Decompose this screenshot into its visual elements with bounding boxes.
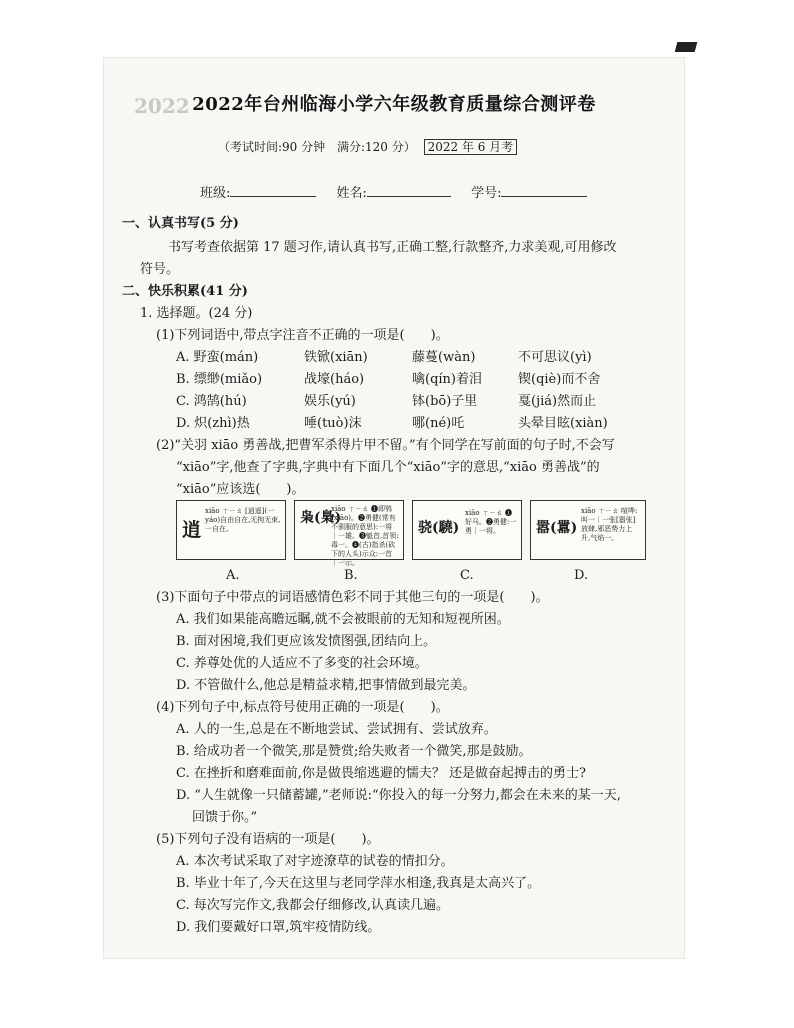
q1-5-option-c: C. 每次写完作文,我都会仔细修改,认真读几遍。: [176, 898, 450, 913]
q1-1-b-c3: 噙(qín)着泪: [412, 372, 482, 387]
q1-4-option-b: B. 给成功者一个微笑,那是赞赏;给失败者一个微笑,那是鼓励。: [176, 744, 532, 759]
scan-edge-mark: [675, 42, 698, 52]
dict-option-b: B.: [344, 568, 358, 583]
q1-2-line3: “xiāo”应该选( )。: [176, 482, 305, 497]
q1-5-option-d: D. 我们要戴好口罩,筑牢疫情防线。: [176, 920, 381, 935]
q1-2-line2: “xiāo”字,他查了字典,字典中有下面几个“xiāo”字的意思,“xiāo 勇善战”的: [176, 460, 600, 475]
dictionary-entries: [176, 500, 646, 566]
id-field[interactable]: [501, 184, 587, 197]
class-label: 班级:: [200, 186, 231, 201]
q1-2-line1: (2)“关羽 xiāo 勇善战,把曹军杀得片甲不留。”有个同学在写前面的句子时,不会写: [156, 438, 615, 453]
dict-text-a: xiāo ㄒㄧㄠ [逍遥](一yáo)自由自在,无拘无束,一自在。: [205, 507, 281, 533]
q1-1-a-c4: 不可思议(yì): [518, 350, 592, 365]
q1-1-c-c3: 钵(bō)子里: [412, 394, 478, 409]
q1-3-option-d: D. 不管做什么,他总是精益求精,把事情做到最完美。: [176, 678, 476, 693]
exam-info: [218, 138, 517, 155]
section1-line2: 符号。: [140, 262, 180, 277]
dict-entry-c: [412, 500, 522, 560]
q1-1-d-c4: 头晕目眩(xiàn): [518, 416, 608, 431]
q1-1-b-c4: 锲(qiè)而不舍: [518, 372, 601, 387]
dict-char-c: 骁(驍): [418, 520, 460, 536]
q1-1-a-c1: A. 野蛮(mán): [176, 350, 259, 365]
dict-char-b: 枭(梟): [300, 510, 342, 526]
q1-1-c-c4: 戛(jiá)然而止: [518, 394, 597, 409]
q1-3-option-a: A. 我们如果能高瞻远瞩,就不会被眼前的无知和短视所困。: [176, 612, 510, 627]
q1-1-a-c2: 铁锨(xiān): [304, 350, 368, 365]
section1-heading: 一、认真书写(5 分): [122, 216, 239, 231]
dict-option-d: D.: [574, 568, 589, 583]
q1-3-option-c: C. 养尊处优的人适应不了多变的社会环境。: [176, 656, 428, 671]
dict-entry-d: [530, 500, 646, 560]
dict-option-a: A.: [226, 568, 240, 583]
q1-4-option-c: C. 在挫折和磨难面前,你是做畏缩逃避的懦夫？ 还是做奋起搏击的勇士?: [176, 766, 586, 781]
q1-4-option-d-cont: 回馈于你。”: [192, 810, 258, 825]
section2-heading: 二、快乐积累(41 分): [122, 284, 248, 299]
q1-4-stem: (4)下列句子中,标点符号使用正确的一项是( )。: [156, 700, 449, 715]
q1-1-stem: (1)下列词语中,带点字注音不正确的一项是( )。: [156, 328, 449, 343]
section1-line1: 书写考查依据第 17 题习作,请认真书写,正确工整,行款整齐,力求美观,可用修改: [168, 240, 617, 255]
q1-1-a-c3: 藤蔓(wàn): [412, 350, 476, 365]
dict-text-c: xiāo ㄒㄧㄠ ❶好马。❷勇健:一勇｜一将。: [465, 509, 517, 535]
dict-option-c: C.: [460, 568, 474, 583]
exam-paper: [104, 58, 684, 958]
name-label: 姓名:: [336, 186, 367, 201]
dict-char-d: 嚣(囂): [536, 520, 578, 536]
dict-entry-b: [294, 500, 404, 567]
name-field[interactable]: [367, 184, 451, 197]
id-label: 学号:: [471, 186, 502, 201]
q1-4-option-d: D. “人生就像一只储蓄罐,”老师说:“你投入的每一分努力,都会在未来的某一天,: [176, 788, 621, 803]
dict-entry-a: [176, 500, 286, 560]
q1-1-b-c1: B. 缥缈(miǎo): [176, 372, 263, 387]
q1-1-d-c3: 哪(né)吒: [412, 416, 465, 431]
q1-1-c-c2: 娱乐(yú): [304, 394, 356, 409]
q1-5-option-b: B. 毕业十年了,今天在这里与老同学萍水相逢,我真是太高兴了。: [176, 876, 541, 891]
page-title: 2022年台州临海小学六年级教育质量综合测评卷: [192, 94, 596, 115]
q1-1-d-c2: 唾(tuò)沫: [304, 416, 362, 431]
bleed-through-text: 2022: [134, 94, 190, 118]
q1-1-c-c1: C. 鸿鹄(hú): [176, 394, 247, 409]
exam-date-box: 2022 年 6 月考: [424, 139, 518, 155]
q1-4-option-a: A. 人的一生,总是在不断地尝试、尝试拥有、尝试放弃。: [176, 722, 497, 737]
q1-5-stem: (5)下列句子没有语病的一项是( )。: [156, 832, 380, 847]
class-field[interactable]: [230, 184, 316, 197]
q1-heading: 1. 选择题。(24 分): [140, 306, 253, 321]
q1-3-option-b: B. 面对困境,我们更应该发愤图强,团结向上。: [176, 634, 437, 649]
exam-time: （考试时间:90 分钟: [218, 140, 326, 154]
dict-text-d: xiāo ㄒㄧㄠ 喧哗:叫一｜一张[嚣张]放肆,邪恶势力上升,气焰一。: [581, 507, 638, 542]
q1-5-option-a: A. 本次考试采取了对字迹潦草的试卷的情扣分。: [176, 854, 454, 869]
exam-score: 满分:120 分）: [336, 140, 416, 154]
dict-text-b: xiāo ㄒㄧㄠ ❶即鸮(xiāo)。❷勇健(常有不驯服的意思):一将｜一雄。❸魁首,首领:毒一。❹(古)指杀(砍下的人头)示众:一首｜一示。: [331, 505, 399, 567]
q1-3-stem: (3)下面句子中带点的词语感情色彩不同于其他三句的一项是( )。: [156, 590, 549, 605]
dict-char-a: 逍: [182, 519, 202, 541]
q1-1-b-c2: 战壕(háo): [304, 372, 365, 387]
student-info-row: [200, 184, 587, 202]
q1-1-d-c1: D. 炽(zhì)热: [176, 416, 250, 431]
